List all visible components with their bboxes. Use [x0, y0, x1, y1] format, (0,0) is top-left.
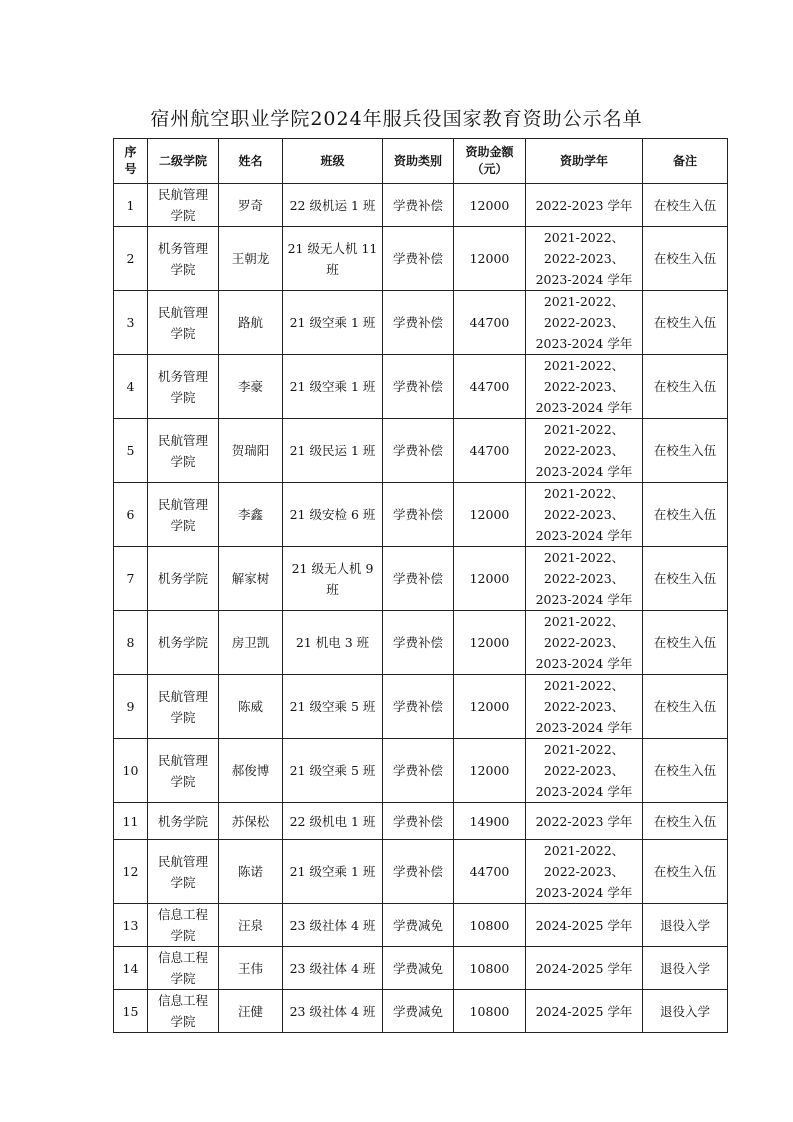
- cell-amount: 12000: [454, 675, 526, 739]
- aid-list-table: [113, 138, 728, 1033]
- cell-class: 22 级机电 1 班: [283, 803, 383, 840]
- table-row: [114, 990, 728, 1033]
- cell-class: 22 级机运 1 班: [283, 184, 383, 227]
- cell-index: 6: [114, 483, 148, 547]
- cell-amount: 44700: [454, 840, 526, 904]
- cell-year: 2021-2022、 2022-2023、 2023-2024 学年: [526, 611, 643, 675]
- cell-year: 2021-2022、 2022-2023、 2023-2024 学年: [526, 675, 643, 739]
- cell-name: 贺瑞阳: [219, 419, 283, 483]
- cell-year: 2024-2025 学年: [526, 990, 643, 1033]
- cell-amount: 44700: [454, 291, 526, 355]
- table-row: [114, 291, 728, 355]
- cell-index: 1: [114, 184, 148, 227]
- cell-college: 民航管理 学院: [148, 739, 219, 803]
- cell-remark: 在校生入伍: [643, 611, 728, 675]
- cell-name: 汪泉: [219, 904, 283, 947]
- header-amount: 资助金额 （元）: [454, 139, 526, 184]
- cell-remark: 在校生入伍: [643, 227, 728, 291]
- cell-aid-type: 学费补偿: [383, 355, 454, 419]
- cell-class: 21 级安检 6 班: [283, 483, 383, 547]
- cell-name: 陈诺: [219, 840, 283, 904]
- cell-amount: 12000: [454, 611, 526, 675]
- cell-year: 2024-2025 学年: [526, 904, 643, 947]
- cell-amount: 10800: [454, 904, 526, 947]
- cell-name: 王伟: [219, 947, 283, 990]
- cell-year: 2022-2023 学年: [526, 184, 643, 227]
- table-row: [114, 611, 728, 675]
- cell-college: 机务学院: [148, 803, 219, 840]
- cell-index: 5: [114, 419, 148, 483]
- cell-name: 李豪: [219, 355, 283, 419]
- table-row: [114, 483, 728, 547]
- cell-index: 14: [114, 947, 148, 990]
- cell-remark: 在校生入伍: [643, 355, 728, 419]
- cell-aid-type: 学费补偿: [383, 803, 454, 840]
- cell-class: 23 级社体 4 班: [283, 947, 383, 990]
- header-name: 姓名: [219, 139, 283, 184]
- cell-class: 21 级民运 1 班: [283, 419, 383, 483]
- header-class: 班级: [283, 139, 383, 184]
- cell-amount: 10800: [454, 947, 526, 990]
- cell-college: 机务管理 学院: [148, 227, 219, 291]
- cell-remark: 退役入学: [643, 947, 728, 990]
- cell-class: 21 级空乘 5 班: [283, 675, 383, 739]
- cell-name: 路航: [219, 291, 283, 355]
- cell-class: 23 级社体 4 班: [283, 904, 383, 947]
- cell-index: 8: [114, 611, 148, 675]
- cell-aid-type: 学费补偿: [383, 291, 454, 355]
- cell-remark: 在校生入伍: [643, 547, 728, 611]
- cell-remark: 在校生入伍: [643, 803, 728, 840]
- cell-year: 2021-2022、 2022-2023、 2023-2024 学年: [526, 419, 643, 483]
- cell-aid-type: 学费补偿: [383, 739, 454, 803]
- cell-remark: 在校生入伍: [643, 419, 728, 483]
- cell-remark: 在校生入伍: [643, 184, 728, 227]
- cell-year: 2021-2022、 2022-2023、 2023-2024 学年: [526, 483, 643, 547]
- cell-index: 4: [114, 355, 148, 419]
- cell-class: 21 级空乘 1 班: [283, 291, 383, 355]
- cell-remark: 在校生入伍: [643, 483, 728, 547]
- cell-amount: 12000: [454, 483, 526, 547]
- cell-name: 解家树: [219, 547, 283, 611]
- cell-college: 民航管理 学院: [148, 483, 219, 547]
- table-row: [114, 840, 728, 904]
- cell-class: 21 级空乘 1 班: [283, 355, 383, 419]
- header-row: [114, 139, 728, 184]
- cell-class: 21 级空乘 5 班: [283, 739, 383, 803]
- header-aid-type: 资助类别: [383, 139, 454, 184]
- cell-index: 2: [114, 227, 148, 291]
- cell-remark: 退役入学: [643, 990, 728, 1033]
- cell-index: 13: [114, 904, 148, 947]
- cell-class: 23 级社体 4 班: [283, 990, 383, 1033]
- cell-class: 21 级无人机 9 班: [283, 547, 383, 611]
- cell-name: 王朝龙: [219, 227, 283, 291]
- table-row: [114, 803, 728, 840]
- table-row: [114, 419, 728, 483]
- cell-index: 11: [114, 803, 148, 840]
- cell-aid-type: 学费补偿: [383, 611, 454, 675]
- cell-aid-type: 学费补偿: [383, 184, 454, 227]
- cell-year: 2021-2022、 2022-2023、 2023-2024 学年: [526, 291, 643, 355]
- cell-remark: 在校生入伍: [643, 739, 728, 803]
- cell-aid-type: 学费补偿: [383, 419, 454, 483]
- cell-class: 21 级无人机 11 班: [283, 227, 383, 291]
- cell-college: 民航管理 学院: [148, 419, 219, 483]
- cell-index: 10: [114, 739, 148, 803]
- cell-aid-type: 学费减免: [383, 947, 454, 990]
- table-row: [114, 904, 728, 947]
- cell-year: 2021-2022、 2022-2023、 2023-2024 学年: [526, 227, 643, 291]
- cell-index: 7: [114, 547, 148, 611]
- header-index: 序 号: [114, 139, 148, 184]
- cell-college: 机务学院: [148, 611, 219, 675]
- cell-index: 9: [114, 675, 148, 739]
- page-title: 宿州航空职业学院2024年服兵役国家教育资助公示名单: [150, 108, 643, 130]
- cell-college: 机务学院: [148, 547, 219, 611]
- cell-index: 15: [114, 990, 148, 1033]
- cell-name: 郝俊博: [219, 739, 283, 803]
- cell-year: 2022-2023 学年: [526, 803, 643, 840]
- cell-college: 信息工程 学院: [148, 947, 219, 990]
- table-row: [114, 184, 728, 227]
- cell-class: 21 级空乘 1 班: [283, 840, 383, 904]
- header-remark: 备注: [643, 139, 728, 184]
- cell-name: 罗奇: [219, 184, 283, 227]
- cell-college: 信息工程 学院: [148, 990, 219, 1033]
- cell-college: 民航管理 学院: [148, 675, 219, 739]
- cell-amount: 12000: [454, 184, 526, 227]
- table-row: [114, 947, 728, 990]
- cell-aid-type: 学费补偿: [383, 840, 454, 904]
- cell-college: 信息工程 学院: [148, 904, 219, 947]
- header-college: 二级学院: [148, 139, 219, 184]
- table-body: [114, 184, 728, 1033]
- cell-aid-type: 学费减免: [383, 904, 454, 947]
- table-row: [114, 547, 728, 611]
- cell-remark: 退役入学: [643, 904, 728, 947]
- cell-amount: 10800: [454, 990, 526, 1033]
- cell-index: 12: [114, 840, 148, 904]
- table-row: [114, 675, 728, 739]
- cell-year: 2021-2022、 2022-2023、 2023-2024 学年: [526, 547, 643, 611]
- cell-class: 21 机电 3 班: [283, 611, 383, 675]
- cell-aid-type: 学费减免: [383, 990, 454, 1033]
- cell-aid-type: 学费补偿: [383, 547, 454, 611]
- table-row: [114, 227, 728, 291]
- table-row: [114, 739, 728, 803]
- cell-aid-type: 学费补偿: [383, 675, 454, 739]
- cell-college: 机务管理 学院: [148, 355, 219, 419]
- cell-college: 民航管理 学院: [148, 291, 219, 355]
- cell-amount: 44700: [454, 355, 526, 419]
- cell-amount: 12000: [454, 739, 526, 803]
- cell-year: 2021-2022、 2022-2023、 2023-2024 学年: [526, 739, 643, 803]
- table-row: [114, 355, 728, 419]
- cell-year: 2024-2025 学年: [526, 947, 643, 990]
- cell-name: 房卫凯: [219, 611, 283, 675]
- cell-name: 李鑫: [219, 483, 283, 547]
- cell-year: 2021-2022、 2022-2023、 2023-2024 学年: [526, 840, 643, 904]
- header-year: 资助学年: [526, 139, 643, 184]
- cell-name: 苏保松: [219, 803, 283, 840]
- cell-college: 民航管理 学院: [148, 184, 219, 227]
- cell-aid-type: 学费补偿: [383, 227, 454, 291]
- cell-remark: 在校生入伍: [643, 840, 728, 904]
- cell-name: 汪健: [219, 990, 283, 1033]
- cell-college: 民航管理 学院: [148, 840, 219, 904]
- cell-remark: 在校生入伍: [643, 291, 728, 355]
- cell-amount: 44700: [454, 419, 526, 483]
- cell-amount: 14900: [454, 803, 526, 840]
- cell-aid-type: 学费补偿: [383, 483, 454, 547]
- cell-index: 3: [114, 291, 148, 355]
- cell-amount: 12000: [454, 227, 526, 291]
- cell-year: 2021-2022、 2022-2023、 2023-2024 学年: [526, 355, 643, 419]
- cell-name: 陈威: [219, 675, 283, 739]
- cell-remark: 在校生入伍: [643, 675, 728, 739]
- cell-amount: 12000: [454, 547, 526, 611]
